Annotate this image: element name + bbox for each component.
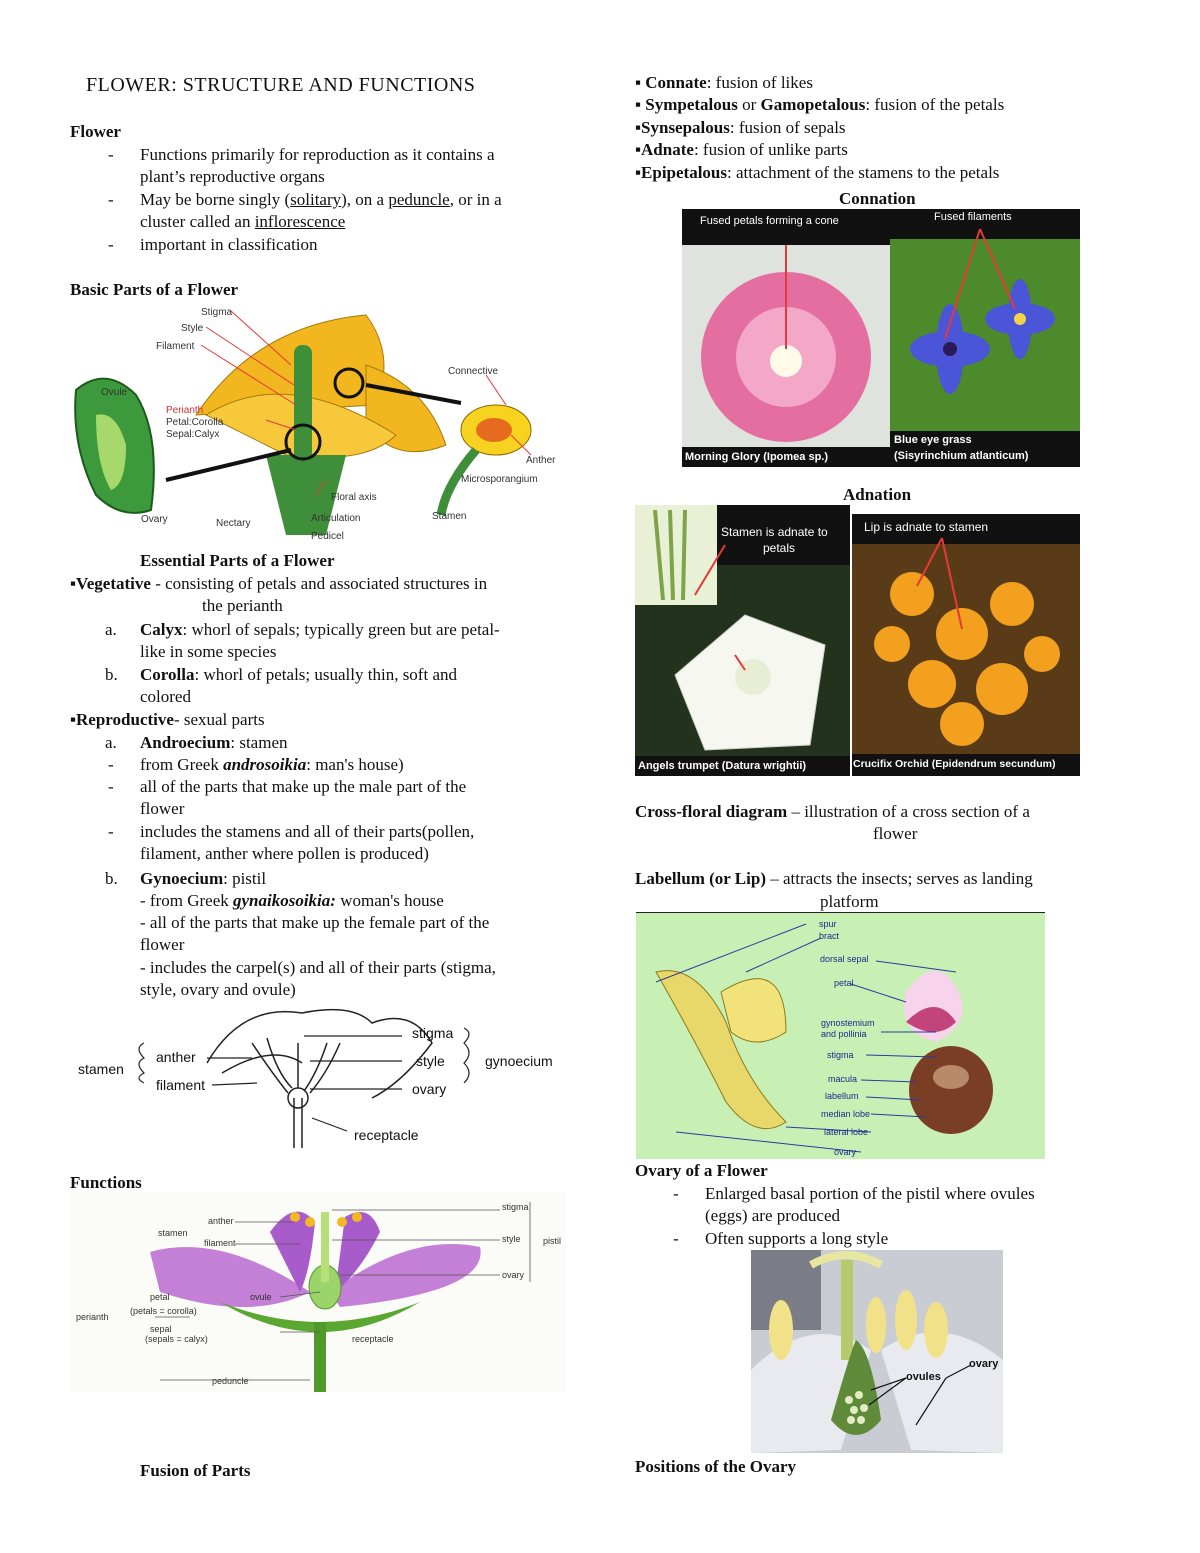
label-petal-corolla: Petal:Corolla [166,417,224,428]
cross-floral-line-cont: flower [873,824,918,843]
ovary-bullet-1: Enlarged basal portion of the pistil where ovules [705,1184,1035,1203]
androecium-bullet-2-cont: flower [140,799,185,818]
fn-label-ovule: ovule [250,1292,272,1302]
ovary-drawing [751,1250,1003,1453]
positions-heading: Positions of the Ovary [635,1457,797,1476]
fn-label-stigma: stigma [502,1202,529,1212]
fn-label-receptacle: receptacle [352,1334,394,1344]
fn-label-pistil: pistil [543,1236,562,1246]
list-item: - [108,235,114,254]
orchid-label-ovary: ovary [834,1147,857,1157]
list-marker: a. [105,620,117,639]
morning-glory-drawing [682,209,890,467]
calyx-line: Calyx: whorl of sepals; typically green but are petal- [140,620,500,639]
ovary-photo-label-ovules: ovules [906,1371,941,1383]
label-pedicel: Pedicel [311,531,344,542]
functions-heading: Functions [70,1173,142,1192]
adnation-photo-crucifix-orchid [852,514,1080,776]
gynoecium-line-5: style, ovary and ovule) [140,980,296,999]
list-item: - [108,190,114,209]
orchid-label-gynostemium: gynostemium [821,1018,875,1028]
orchid-label-dorsal-sepal: dorsal sepal [820,954,869,964]
adnation-caption-2: Crucifix Orchid (Epidendrum secundum) [853,758,1056,770]
fn-label-perianth: perianth [76,1312,109,1322]
gynoecium-line: Gynoecium: pistil [140,869,267,888]
basic-parts-figure [66,305,566,545]
connation-heading: Connation [839,189,916,208]
stamen-gynoecium-diagram [72,1003,567,1153]
page-title: FLOWER: STRUCTURE AND FUNCTIONS [86,74,476,96]
functions-figure [70,1192,566,1392]
fusion-item-connate: ▪ Connate: fusion of likes [635,73,813,92]
functions-flower-svg [70,1192,566,1392]
list-marker: a. [105,733,117,752]
gynoecium-line-4: - includes the carpel(s) and all of their parts (stigma, [140,958,496,977]
diagram-style-label: style [416,1053,445,1069]
fn-label-sepal: sepal [150,1324,172,1334]
label-style: Style [181,323,204,334]
fn-label-corolla: (petals = corolla) [130,1306,197,1316]
adnation-photo-angels-trumpet [635,505,850,776]
diagram-ovary-label: ovary [412,1081,447,1097]
connation-caption-1: Morning Glory (Ipomea sp.) [685,451,829,463]
list-item: - [108,822,114,841]
essential-heading: Essential Parts of a Flower [140,551,335,570]
ovary-bullet-2: Often supports a long style [705,1229,889,1248]
angels-trumpet-drawing [635,505,850,776]
cross-floral-line: Cross-floral diagram – illustration of a cross section of a [635,802,1030,821]
fusion-item-adnate: ▪Adnate: fusion of unlike parts [635,140,848,159]
labellum-line: Labellum (or Lip) – attracts the insects; serves as landing [635,869,1033,888]
ovary-heading: Ovary of a Flower [635,1161,768,1180]
orchid-label-petal: petal [834,978,854,988]
adnation-label-1b: petals [763,541,796,555]
calyx-line-cont: like in some species [140,642,277,661]
flower-bullet-2: May be borne singly (solitary), on a peduncle, or in a [140,190,502,209]
corolla-line: Corolla: whorl of petals; usually thin, soft and [140,665,457,684]
diagram-receptacle-label: receptacle [354,1127,419,1143]
vegetative-line-cont: the perianth [202,596,283,615]
fn-label-anther: anther [208,1216,234,1226]
diagram-anther-label: anther [156,1049,196,1065]
list-item: - [108,145,114,164]
flower-bullet-2-cont: cluster called an inflorescence [140,212,346,231]
label-microsporangium: Microsporangium [461,474,538,485]
androecium-bullet-1: from Greek androsoikia: man's house) [140,755,404,774]
diagram-filament-label: filament [156,1077,206,1093]
ovary-photo-label-ovary: ovary [969,1358,999,1370]
androecium-bullet-3: includes the stamens and all of their parts(pollen, [140,822,475,841]
list-item: - [108,755,114,774]
flower-anatomy-svg [66,305,566,545]
crucifix-orchid-drawing [852,514,1080,776]
orchid-label-bract: bract [819,931,840,941]
flower-heading: Flower [70,122,121,141]
label-filament: Filament [156,341,195,352]
flower-bullet-1: Functions primarily for reproduction as it contains a [140,145,495,164]
connation-photo-morning-glory [682,209,890,467]
label-stigma: Stigma [201,307,233,318]
label-floral-axis: Floral axis [331,492,377,503]
label-stamen: Stamen [432,511,467,522]
adnation-label-1a: Stamen is adnate to [721,525,828,539]
fn-label-ovary: ovary [502,1270,525,1280]
label-sepal-calyx: Sepal:Calyx [166,429,220,440]
connation-caption-2a: Blue eye grass [894,434,972,446]
label-nectary: Nectary [216,518,251,529]
orchid-label-median-lobe: median lobe [821,1109,871,1119]
fn-label-petal: petal [150,1292,170,1302]
label-anther: Anther [526,455,556,466]
list-marker: b. [105,665,118,684]
label-connective: Connective [448,366,499,377]
label-ovule: Ovule [101,387,128,398]
labellum-line-cont: platform [820,892,879,911]
orchid-label-labellum: labellum [825,1091,859,1101]
adnation-label-2: Lip is adnate to stamen [864,520,989,534]
androecium-bullet-2: all of the parts that make up the male part of the [140,777,467,796]
fn-label-peduncle: peduncle [212,1376,249,1386]
gynoecium-line-3: flower [140,935,185,954]
diagram-stamen-label: stamen [78,1061,124,1077]
blue-eye-grass-drawing [890,209,1080,467]
connation-label-1: Fused petals forming a cone [700,215,839,227]
orchid-label-lateral-lobe: lateral lobe [824,1127,869,1137]
connation-photo-blue-eye-grass [890,209,1080,467]
flower-bullet-3: important in classification [140,235,318,254]
orchid-label-stigma: stigma [827,1050,854,1060]
fn-label-stamen: stamen [158,1228,188,1238]
corolla-line-cont: colored [140,687,191,706]
basic-parts-heading: Basic Parts of a Flower [70,280,239,299]
fn-label-filament: filament [204,1238,236,1248]
connation-caption-2b: (Sisyrinchium atlanticum) [894,450,1029,462]
fn-label-style: style [502,1234,521,1244]
list-item: - [673,1229,679,1248]
adnation-caption-1: Angels trumpet (Datura wrightii) [638,760,807,772]
diagram-gynoecium-label: gynoecium [485,1053,553,1069]
androecium-bullet-3-cont: filament, anther where pollen is produced) [140,844,429,863]
flower-bullet-1-cont: plant’s reproductive organs [140,167,325,186]
diagram-stigma-label: stigma [412,1025,454,1041]
gynoecium-line-2: - all of the parts that make up the female part of the [140,913,490,932]
adnation-heading: Adnation [843,485,912,504]
fusion-item-sympetalous: ▪ Sympetalous or Gamopetalous: fusion of the petals [635,95,1005,114]
flower-line-drawing [72,1003,567,1153]
label-articulation: Articulation [311,513,361,524]
androecium-line: Androecium: stamen [140,733,288,752]
reproductive-line: ▪Reproductive- sexual parts [70,710,265,729]
orchid-figure [636,912,1045,1159]
orchid-label-spur: spur [819,919,837,929]
list-item: - [673,1184,679,1203]
fusion-heading: Fusion of Parts [140,1461,251,1480]
list-marker: b. [105,869,118,888]
fn-label-calyx: (sepals = calyx) [145,1334,208,1344]
orchid-label-macula: macula [828,1074,858,1084]
gynoecium-line-1: - from Greek gynaikosoikia: woman's house [140,891,444,910]
vegetative-line: ▪Vegetative - consisting of petals and associated structures in [70,574,488,593]
ovary-bullet-1-cont: (eggs) are produced [705,1206,840,1225]
label-ovary: Ovary [141,514,168,525]
fusion-item-epipetalous: ▪Epipetalous: attachment of the stamens to the petals [635,163,1000,182]
ovary-photo [751,1250,1003,1453]
fusion-item-synsepalous: ▪Synsepalous: fusion of sepals [635,118,846,137]
label-perianth: Perianth [166,405,204,416]
list-item: - [108,777,114,796]
orchid-label-pollinia: and pollinia [821,1029,867,1039]
connation-label-2: Fused filaments [934,211,1012,223]
